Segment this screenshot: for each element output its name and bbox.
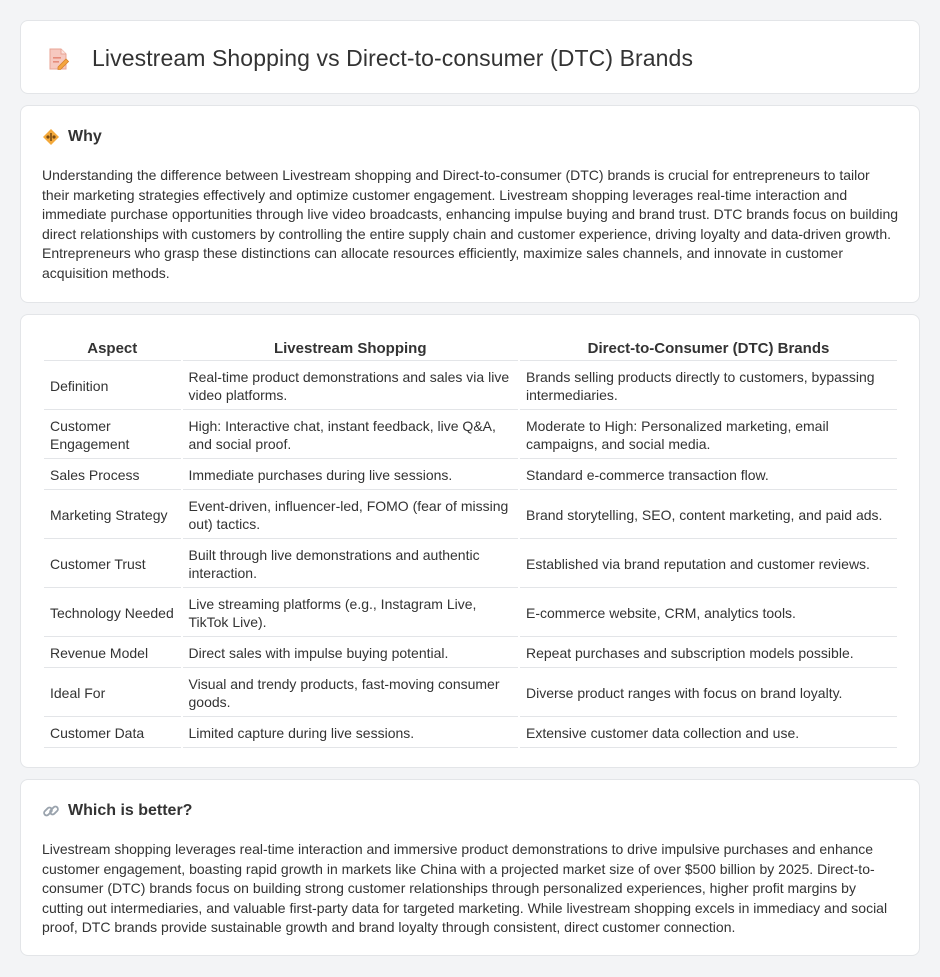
why-heading: [42, 128, 102, 146]
table-row: [44, 639, 897, 668]
table-row: [44, 541, 897, 588]
aspect-cell: Revenue Model: [44, 639, 181, 668]
aspect-cell: Marketing Strategy: [44, 492, 181, 539]
aspect-cell: Customer Trust: [44, 541, 181, 588]
table-header-row: [44, 338, 897, 361]
livestream-cell: Immediate purchases during live sessions.: [183, 461, 518, 490]
dtc-cell: Brands selling products directly to customers, bypassing intermediaries.: [520, 363, 897, 410]
dtc-cell: Moderate to High: Personalized marketing, email campaigns, and social media.: [520, 412, 897, 459]
which-is-better-section: [20, 779, 920, 956]
table-row: [44, 670, 897, 717]
link-icon: [42, 802, 60, 820]
dtc-cell: E-commerce website, CRM, analytics tools.: [520, 590, 897, 637]
better-paragraph: Livestream shopping leverages real-time interaction and immersive product demonstrations to drive impulsive purchases and enhance customer engagement, boasting rapid growth in markets like China with a projected market size of over $500 billion by 2025. Direct-to-consumer (DTC) brands focus on building strong customer relationships through personalized experiences, higher profit margins by cutting out intermediaries, and valuable first-party data for targeted marketing. While livestream shopping excels in immediacy and social proof, DTC brands provide sustainable growth and brand loyalty through consistent, direct customer connection.: [42, 841, 888, 935]
aspect-cell: Customer Engagement: [44, 412, 181, 459]
column-header-livestream: Livestream Shopping: [183, 338, 518, 361]
dtc-cell: Brand storytelling, SEO, content marketing, and paid ads.: [520, 492, 897, 539]
table-row: [44, 719, 897, 748]
warning-icon: [42, 128, 60, 146]
table-row: [44, 363, 897, 410]
better-heading: [42, 802, 192, 820]
column-header-dtc: Direct-to-Consumer (DTC) Brands: [520, 338, 897, 361]
livestream-cell: Limited capture during live sessions.: [183, 719, 518, 748]
comparison-section: [20, 314, 920, 768]
aspect-cell: Ideal For: [44, 670, 181, 717]
table-row: [44, 412, 897, 459]
livestream-cell: Visual and trendy products, fast-moving consumer goods.: [183, 670, 518, 717]
livestream-cell: Event-driven, influencer-led, FOMO (fear of missing out) tactics.: [183, 492, 518, 539]
livestream-cell: Built through live demonstrations and authentic interaction.: [183, 541, 518, 588]
page-title: Livestream Shopping vs Direct-to-consumer (DTC) Brands: [92, 45, 694, 71]
table-row: [44, 590, 897, 637]
livestream-cell: High: Interactive chat, instant feedback, live Q&A, and social proof.: [183, 412, 518, 459]
better-heading-text: Which is better?: [68, 802, 193, 819]
dtc-cell: Standard e-commerce transaction flow.: [520, 461, 897, 490]
title-card: [20, 20, 920, 94]
document-edit-icon: [47, 47, 69, 71]
table-row: [44, 461, 897, 490]
dtc-cell: Extensive customer data collection and use.: [520, 719, 897, 748]
table-row: [44, 492, 897, 539]
why-heading-text: Why: [68, 128, 102, 145]
dtc-cell: Repeat purchases and subscription models possible.: [520, 639, 897, 668]
aspect-cell: Customer Data: [44, 719, 181, 748]
why-section: [20, 105, 920, 303]
livestream-cell: Direct sales with impulse buying potential.: [183, 639, 518, 668]
column-header-aspect: Aspect: [44, 338, 181, 361]
dtc-cell: Diverse product ranges with focus on brand loyalty.: [520, 670, 897, 717]
aspect-cell: Technology Needed: [44, 590, 181, 637]
livestream-cell: Real-time product demonstrations and sales via live video platforms.: [183, 363, 518, 410]
aspect-cell: Definition: [44, 363, 181, 410]
comparison-table: [42, 336, 899, 750]
why-paragraph: Understanding the difference between Livestream shopping and Direct-to-consumer (DTC) brands is crucial for entrepreneurs to tailor their marketing strategies effectively and optimize customer engagement. Livestream shopping leverages real-time interaction and immediate purchase opportunities through live video broadcasts, enhancing impulse buying and brand trust. DTC brands focus on building direct relationships with customers by controlling the entire supply chain and customer experience, driving loyalty and data-driven growth. Entrepreneurs who grasp these distinctions can allocate resources efficiently, maximize sales channels, and innovate in customer acquisition methods.: [42, 167, 899, 281]
dtc-cell: Established via brand reputation and customer reviews.: [520, 541, 897, 588]
aspect-cell: Sales Process: [44, 461, 181, 490]
livestream-cell: Live streaming platforms (e.g., Instagram Live, TikTok Live).: [183, 590, 518, 637]
